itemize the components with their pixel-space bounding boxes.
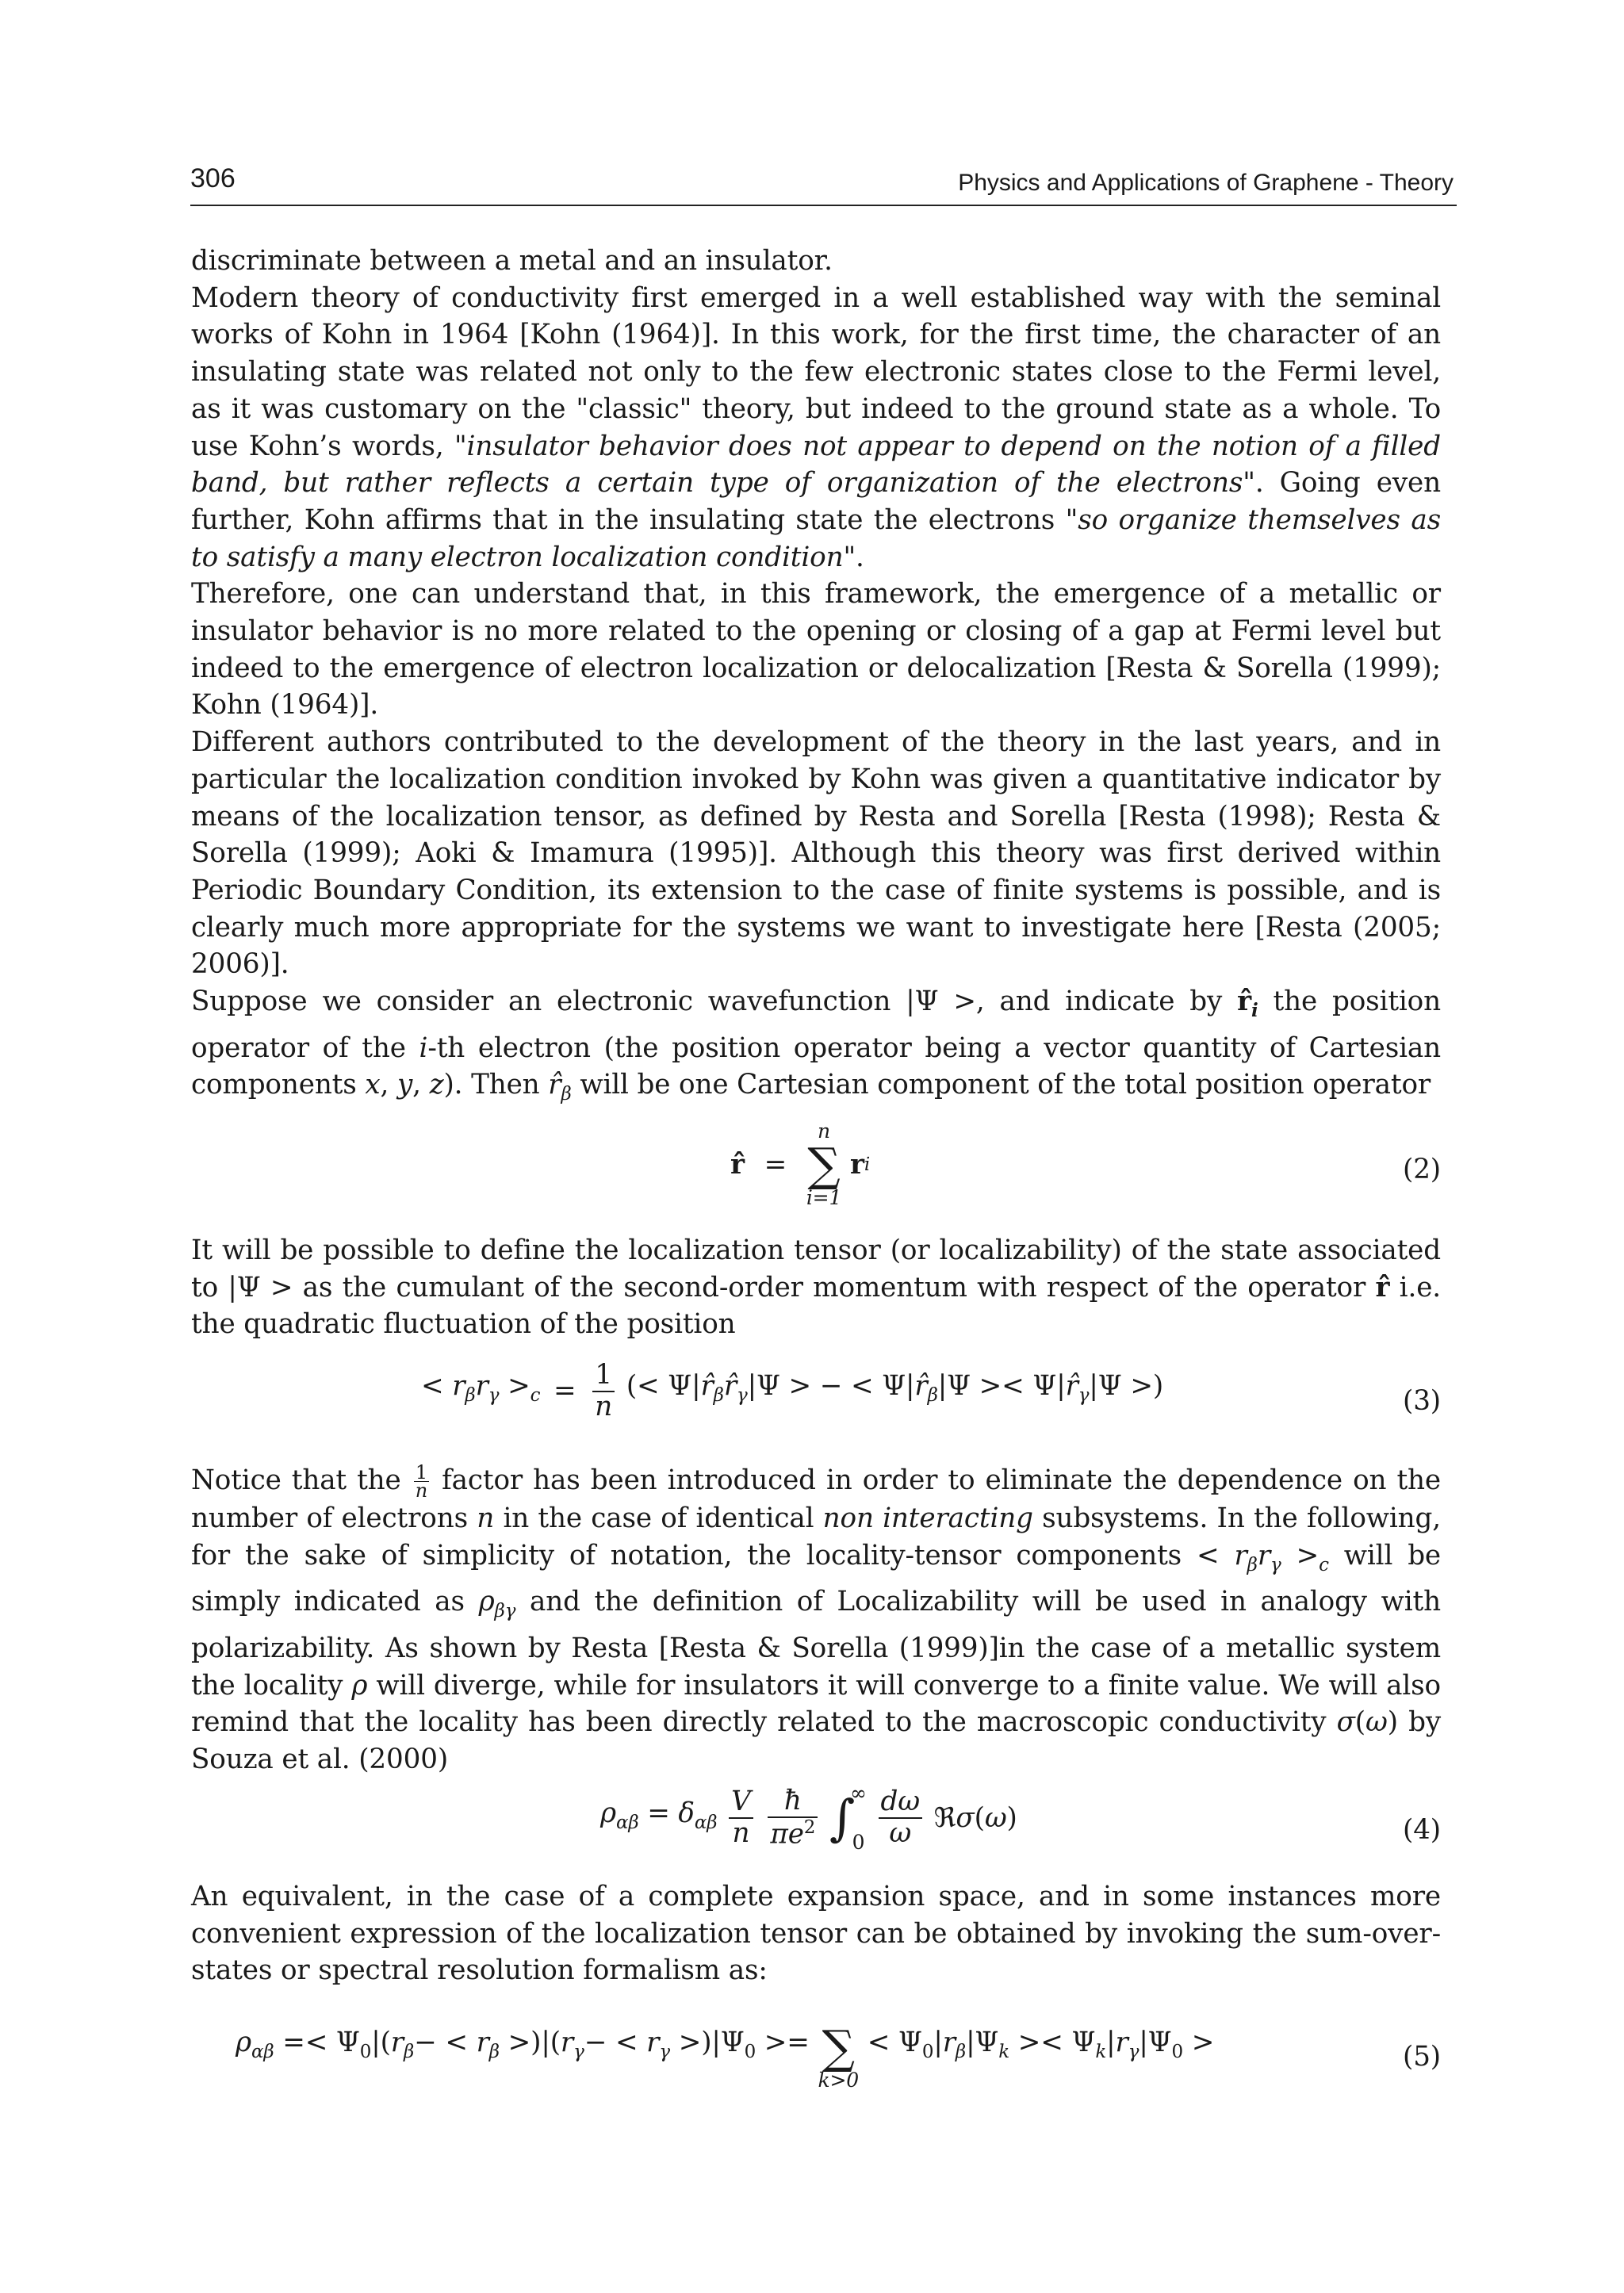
paragraph-7: An equivalent, in the case of a complete expansion space, and in some instances more convenient expression of the localization tensor can be obtained by invoking the sum-over-states or spectral resolution formalism as: (191, 1880, 1441, 1987)
paragraph-2: Therefore, one can understand that, in this framework, the emergence of a metallic or insulator behavior is no more related to the opening or closing of a gap at Fermi level but indeed to the emergence of electron localization or delocalization [Resta & Sorella (1999); Kohn (1964)]. (191, 578, 1441, 722)
page-number: 306 (190, 163, 236, 193)
running-title: Physics and Applications of Graphene - Theory (958, 170, 1454, 196)
equation-number-4: (4) (1403, 1813, 1441, 1846)
paragraph-0: discriminate between a metal and an insulator. (191, 245, 833, 277)
equation-2: r̂ = n ∑ i=1 ri (2) (730, 1119, 1441, 1210)
paragraph-4: Suppose we consider an electronic wavefunction |Ψ >, and indicate by $r̂_i$ the position operator of the i-th electron (the position operator being a vector quantity of Cartesian components x, y, z). Then $r̂_\beta$ will be one Cartesian component of the total position operator (191, 986, 1442, 1105)
equation-number-2: (2) (1403, 1153, 1441, 1185)
equation-number-3: (3) (1403, 1384, 1441, 1417)
page-header (190, 163, 1457, 206)
body-text (191, 243, 1441, 2115)
kohn-quote-1: "insulator behavior does not appear to depend on the notion of a filled band, but rather reflects a certain type of organization of the electrons" (191, 430, 1441, 500)
equation-3: < $r_\beta r_\gamma >_c$ = $\frac{1}{n}$ (< $\Psi|r̂_\beta r̂_\gamma|\Psi$ > − < $\Psi|r̂_\beta|\Psi$ >< $\Psi|r̂_\gamma|\Psi$ >) (3) (421, 1358, 1441, 1422)
paragraph-5: It will be possible to define the localization tensor (or localizability) of the state associated to |Ψ > as the cumulant of the second-order momentum with respect of the operator r̂ i.e. the quadratic fluctuation of the position (191, 1234, 1441, 1341)
paragraph-6: Notice that the $\frac{1}{n}$ factor has been introduced in order to eliminate the dependence on the number of electrons n in the case of identical non interacting subsystems. In the following, for the sake of simplicity of notation, the locality-tensor components < $r_\beta r_\gamma >_c$ will be simply indicated as $\rho_{\beta\gamma}$ and the definition of Localizability will be used in analogy with polarizability. As shown by Resta [Resta & Sorella (1999)]in the case of a metallic system the locality ρ will diverge, while for insulators it will converge to a finite value. We will also remind that the locality has been directly related to the macroscopic conductivity σ(ω) by Souza et al. (2000) (191, 1460, 1442, 1776)
paragraph-1: Modern theory of conductivity first emerged in a well established way with the seminal works of Kohn in 1964 [Kohn (1964)]. In this work, for the first time, the character of an insulating state was related not only to the few electronic states close to the Fermi level, as it was customary on the "classic" theory, but indeed to the ground state as a whole. To use Kohn’s words, "insulator behavior does not appear to depend on the notion of a filled band, but rather reflects a certain type of organization of the electrons". Going even further, Kohn affirms that in the insulating state the electrons "so organize themselves as to satisfy a many electron localization condition". (191, 281, 1441, 573)
equation-5: $\rho_{\alpha\beta} =< \Psi_0|(r_\beta- < r_\beta >)|(r_\gamma- < r_\gamma >)|\Psi_0$ >= ∑ k>0 < $\Psi_0|r_\beta|\Psi_k >< \Psi_k|r_\gamma|\Psi_0$ > (5) (236, 2020, 1441, 2092)
paragraph-3: Different authors contributed to the development of the theory in the last years, and in particular the localization condition invoked by Kohn was given a quantitative indicator by means of the localization tensor, as defined by Resta and Sorella [Resta (1998); Resta & Sorella (1999); Aoki & Imamura (1995)]. Although this theory was first derived within Periodic Boundary Condition, its extension to the case of finite systems is possible, and is clearly much more appropriate for the systems we want to investigate here [Resta (2005; 2006)]. (191, 726, 1441, 981)
kohn-quote-2: "so organize themselves as to satisfy a many electron localization condition" (191, 503, 1441, 573)
equation-number-5: (5) (1403, 2040, 1441, 2073)
position-operator-symbol: $r̂_i$ (1237, 986, 1258, 1021)
equation-4: $\rho_{\alpha\beta} = \delta_{\alpha\beta}$ $\frac{V}{n}$ $\frac{ħ}{\pi e^2}$ ∫ ∞ 0 $\frac{d\omega}{\omega}$ ℜσ(ω) (4) (600, 1781, 1441, 1855)
